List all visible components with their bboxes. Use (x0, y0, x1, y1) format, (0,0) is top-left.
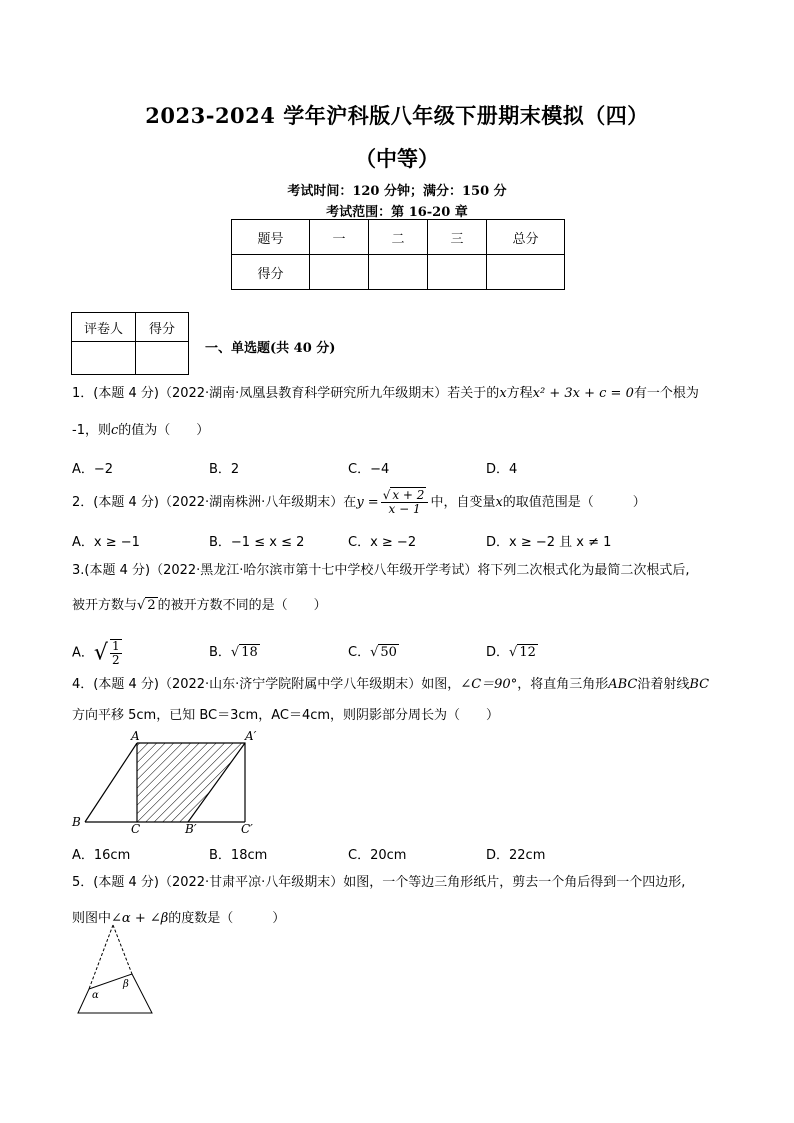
question-5-line-2: 则图中∠α + ∠β的度数是（ ） (72, 911, 286, 926)
option-a[interactable]: A．−2 (72, 462, 114, 477)
option-c[interactable]: C．x ≥ −2 (348, 535, 417, 550)
option-d[interactable]: D．22cm (486, 848, 546, 863)
shaded-region (137, 743, 245, 822)
equation: x² + 3x + c = 0 (532, 386, 634, 401)
question-5: 5．(本题 4 分)（2022·甘肃平凉·八年级期末）如图，一个等边三角形纸片，剪去一个角后得到一个四边形, (72, 875, 686, 890)
option-a[interactable]: A．√ $\frac{1}{2}$ (72, 639, 120, 667)
question-3-line-2: 被开方数与√ 2 的被开方数不同的是（ ） (72, 598, 327, 613)
question-4: 4．(本题 4 分)（2022·山东·济宁学院附属中学八年级期末）如图，∠C＝90°，将直角三角形ABC沿着射线BC (72, 677, 710, 692)
score-row-label: 得分 (232, 255, 310, 290)
option-c[interactable]: C．√ 50 (348, 645, 397, 660)
score-header-cell: 二 (369, 220, 428, 255)
label-alpha: α (92, 990, 99, 1001)
label-b-prime: B′ (185, 822, 197, 836)
cut-corner-left (89, 925, 113, 989)
fraction: $\frac{√ x + 2}{x - 1}$ (381, 489, 429, 516)
option-c[interactable]: C．20cm (348, 848, 407, 863)
grader-score-label: 得分 (136, 313, 189, 342)
option-b[interactable]: B．√ 18 (209, 645, 258, 660)
option-a[interactable]: A．16cm (72, 848, 131, 863)
option-b[interactable]: B．−1 ≤ x ≤ 2 (209, 535, 305, 550)
score-header-cell: 三 (428, 220, 487, 255)
option-d[interactable]: D．√ 12 (486, 645, 536, 660)
exam-time-info: 考试时间：120 分钟；满分：150 分 (287, 184, 507, 199)
quadrilateral (78, 974, 152, 1013)
option-b[interactable]: B．2 (209, 462, 240, 477)
exam-title: 2023-2024 学年沪科版八年级下册期末模拟（四） (145, 103, 649, 128)
option-b[interactable]: B．18cm (209, 848, 268, 863)
question-4-line-2: 方向平移 5cm，已知 BC＝3cm，AC＝4cm，则阴影部分周长为（ ） (72, 708, 500, 723)
reviewer-label: 评卷人 (72, 313, 136, 342)
option-d[interactable]: D．4 (486, 462, 518, 477)
question-2: 2．(本题 4 分)（2022·湖南株洲·八年级期末）在y = $\frac{√ x + 2}{x - 1}$ 中，自变量x的取值范围是（ ） (72, 488, 646, 516)
question-3: 3.(本题 4 分)（2022·黑龙江·哈尔滨市第十七中学校八年级开学考试）将下列二次根式化为最简二次根式后, (72, 563, 690, 578)
label-c: C (131, 822, 141, 836)
label-c-prime: C′ (241, 822, 253, 836)
label-a-prime: A′ (245, 729, 257, 743)
exam-scope: 考试范围：第 16-20 章 (326, 205, 468, 220)
score-header-cell: 题号 (232, 220, 310, 255)
label-beta: β (123, 979, 129, 990)
label-b: B (72, 815, 81, 829)
option-d[interactable]: D．x ≥ −2 且 x ≠ 1 (486, 535, 612, 550)
option-c[interactable]: C．−4 (348, 462, 390, 477)
label-a: A (131, 729, 140, 743)
side-ab (85, 743, 137, 822)
section-title: 一、单选题(共 40 分) (205, 341, 336, 356)
score-header-cell: 总分 (487, 220, 565, 255)
score-header-cell: 一 (310, 220, 369, 255)
cut-corner-right (113, 925, 132, 974)
question-1-line-2: -1，则c的值为（ ） (72, 423, 210, 438)
question-1: 1．(本题 4 分)（2022·湖南·凤凰县教育科学研究所九年级期末）若关于的x方程x² + 3x + c = 0有一个根为 (72, 386, 699, 401)
exam-subtitle: （中等） (355, 146, 439, 171)
option-a[interactable]: A．x ≥ −1 (72, 535, 140, 550)
